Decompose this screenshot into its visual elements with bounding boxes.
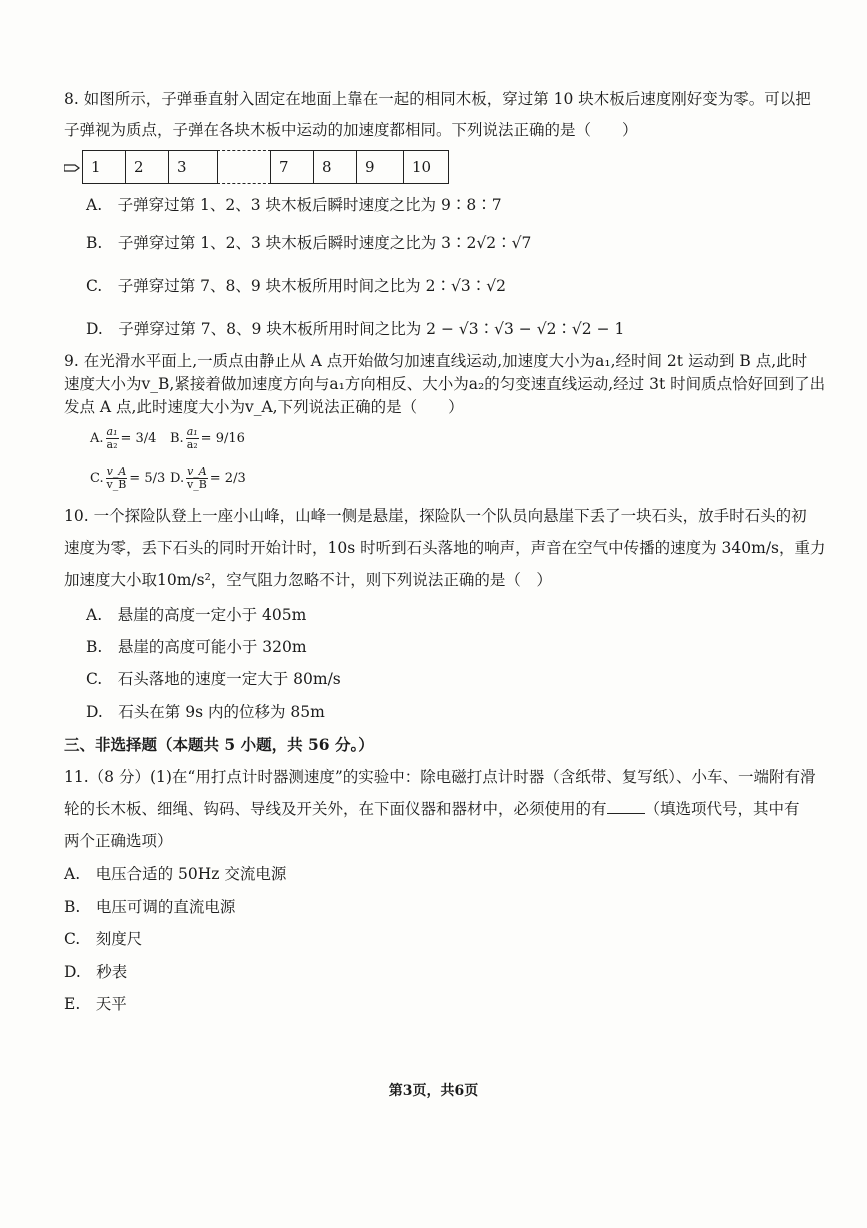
board-gap-dashed [217, 150, 271, 184]
q11-option-a: A. 电压合适的 50Hz 交流电源 [64, 865, 287, 883]
q11-stem-line-1: 11.（8 分）(1)在“用打点计时器测速度”的实验中：除电磁打点计时器（含纸带、复写纸）、小车、一端附有滑 [64, 768, 816, 786]
q9-option-c: C. $\frac{v\_A}{v\_B}$ = 5/3 [90, 465, 166, 491]
q8-stem-line-1: 8. 如图所示，子弹垂直射入固定在地面上靠在一起的相同木板，穿过第 10 块木板后速度刚好变为零。可以把 [64, 90, 811, 108]
answer-blank[interactable] [607, 799, 645, 814]
q10-stem-line-3: 加速度大小取10m/s²，空气阻力忽略不计，则下列说法正确的是（ ） [64, 571, 552, 589]
q9-stem-line-1: 9. 在光滑水平面上,一质点由静止从 A 点开始做匀加速直线运动,加速度大小为a₁,经时间 2t 运动到 B 点,此时 [64, 352, 808, 370]
q11-option-b: B. 电压可调的直流电源 [64, 898, 236, 916]
board-3: 3 [168, 150, 218, 184]
section-heading: 三、非选择题（本题共 5 小题，共 56 分。） [64, 735, 374, 754]
bullet-icon [64, 164, 80, 172]
q8-option-d: D. 子弹穿过第 7、8、9 块木板所用时间之比为 2 − √3∶√3 − √2∶√2 − 1 [86, 320, 625, 338]
q10-option-b: B. 悬崖的高度可能小于 320m [86, 638, 307, 656]
q10-stem-line-2: 速度为零，丢下石头的同时开始计时，10s 时听到石头落地的响声，声音在空气中传播的速度为 340m/s，重力 [64, 539, 826, 557]
q10-stem-line-1: 10. 一个探险队登上一座小山峰，山峰一侧是悬崖，探险队一个队员向悬崖下丢了一块石头，放手时石头的初 [64, 507, 807, 525]
q9-stem-line-3: 发点 A 点,此时速度大小为v_A,下列说法正确的是（ ） [64, 398, 464, 416]
board-7: 7 [270, 150, 314, 184]
q9-option-a: A. $\frac{\text{a₁}}{\text{a₂}}$ = 3/4 [90, 425, 157, 451]
q8-option-a: A. 子弹穿过第 1、2、3 块木板后瞬时速度之比为 9∶8∶7 [86, 196, 502, 214]
q11-option-c: C. 刻度尺 [64, 930, 143, 948]
q11-stem-line-3: 两个正确选项） [64, 832, 173, 850]
q8-stem-line-2: 子弹视为质点，子弹在各块木板中运动的加速度都相同。下列说法正确的是（ ） [64, 121, 638, 139]
board-9: 9 [356, 150, 404, 184]
q9-option-b: B. $\frac{\text{a₁}}{\text{a₂}}$ = 9/16 [170, 425, 245, 451]
board-2: 2 [125, 150, 169, 184]
q8-option-c: C. 子弹穿过第 7、8、9 块木板所用时间之比为 2∶√3∶√2 [86, 277, 506, 295]
board-8: 8 [313, 150, 357, 184]
q11-stem-line-2: 轮的长木板、细绳、钩码、导线及开关外，在下面仪器和器材中，必须使用的有 （填选项代号，其中有 [64, 800, 800, 818]
q10-option-c: C. 石头落地的速度一定大于 80m/s [86, 670, 341, 688]
q10-option-a: A. 悬崖的高度一定小于 405m [86, 606, 307, 624]
q11-option-d: D. 秒表 [64, 963, 128, 981]
q9-stem-line-2: 速度大小为v_B,紧接着做加速度方向与a₁方向相反、大小为a₂的匀变速直线运动,经过 3t 时间质点恰好回到了出 [64, 375, 826, 393]
board-10: 10 [403, 150, 449, 184]
page-number: 第3页，共6页 [388, 1083, 479, 1099]
q10-option-d: D. 石头在第 9s 内的位移为 85m [86, 703, 325, 721]
q11-option-e: E. 天平 [64, 995, 127, 1013]
q8-option-b: B. 子弹穿过第 1、2、3 块木板后瞬时速度之比为 3∶2√2∶√7 [86, 234, 532, 252]
board-1: 1 [82, 150, 126, 184]
q9-option-d: D. $\frac{v\_A}{v\_B}$ = 2/3 [170, 465, 246, 491]
